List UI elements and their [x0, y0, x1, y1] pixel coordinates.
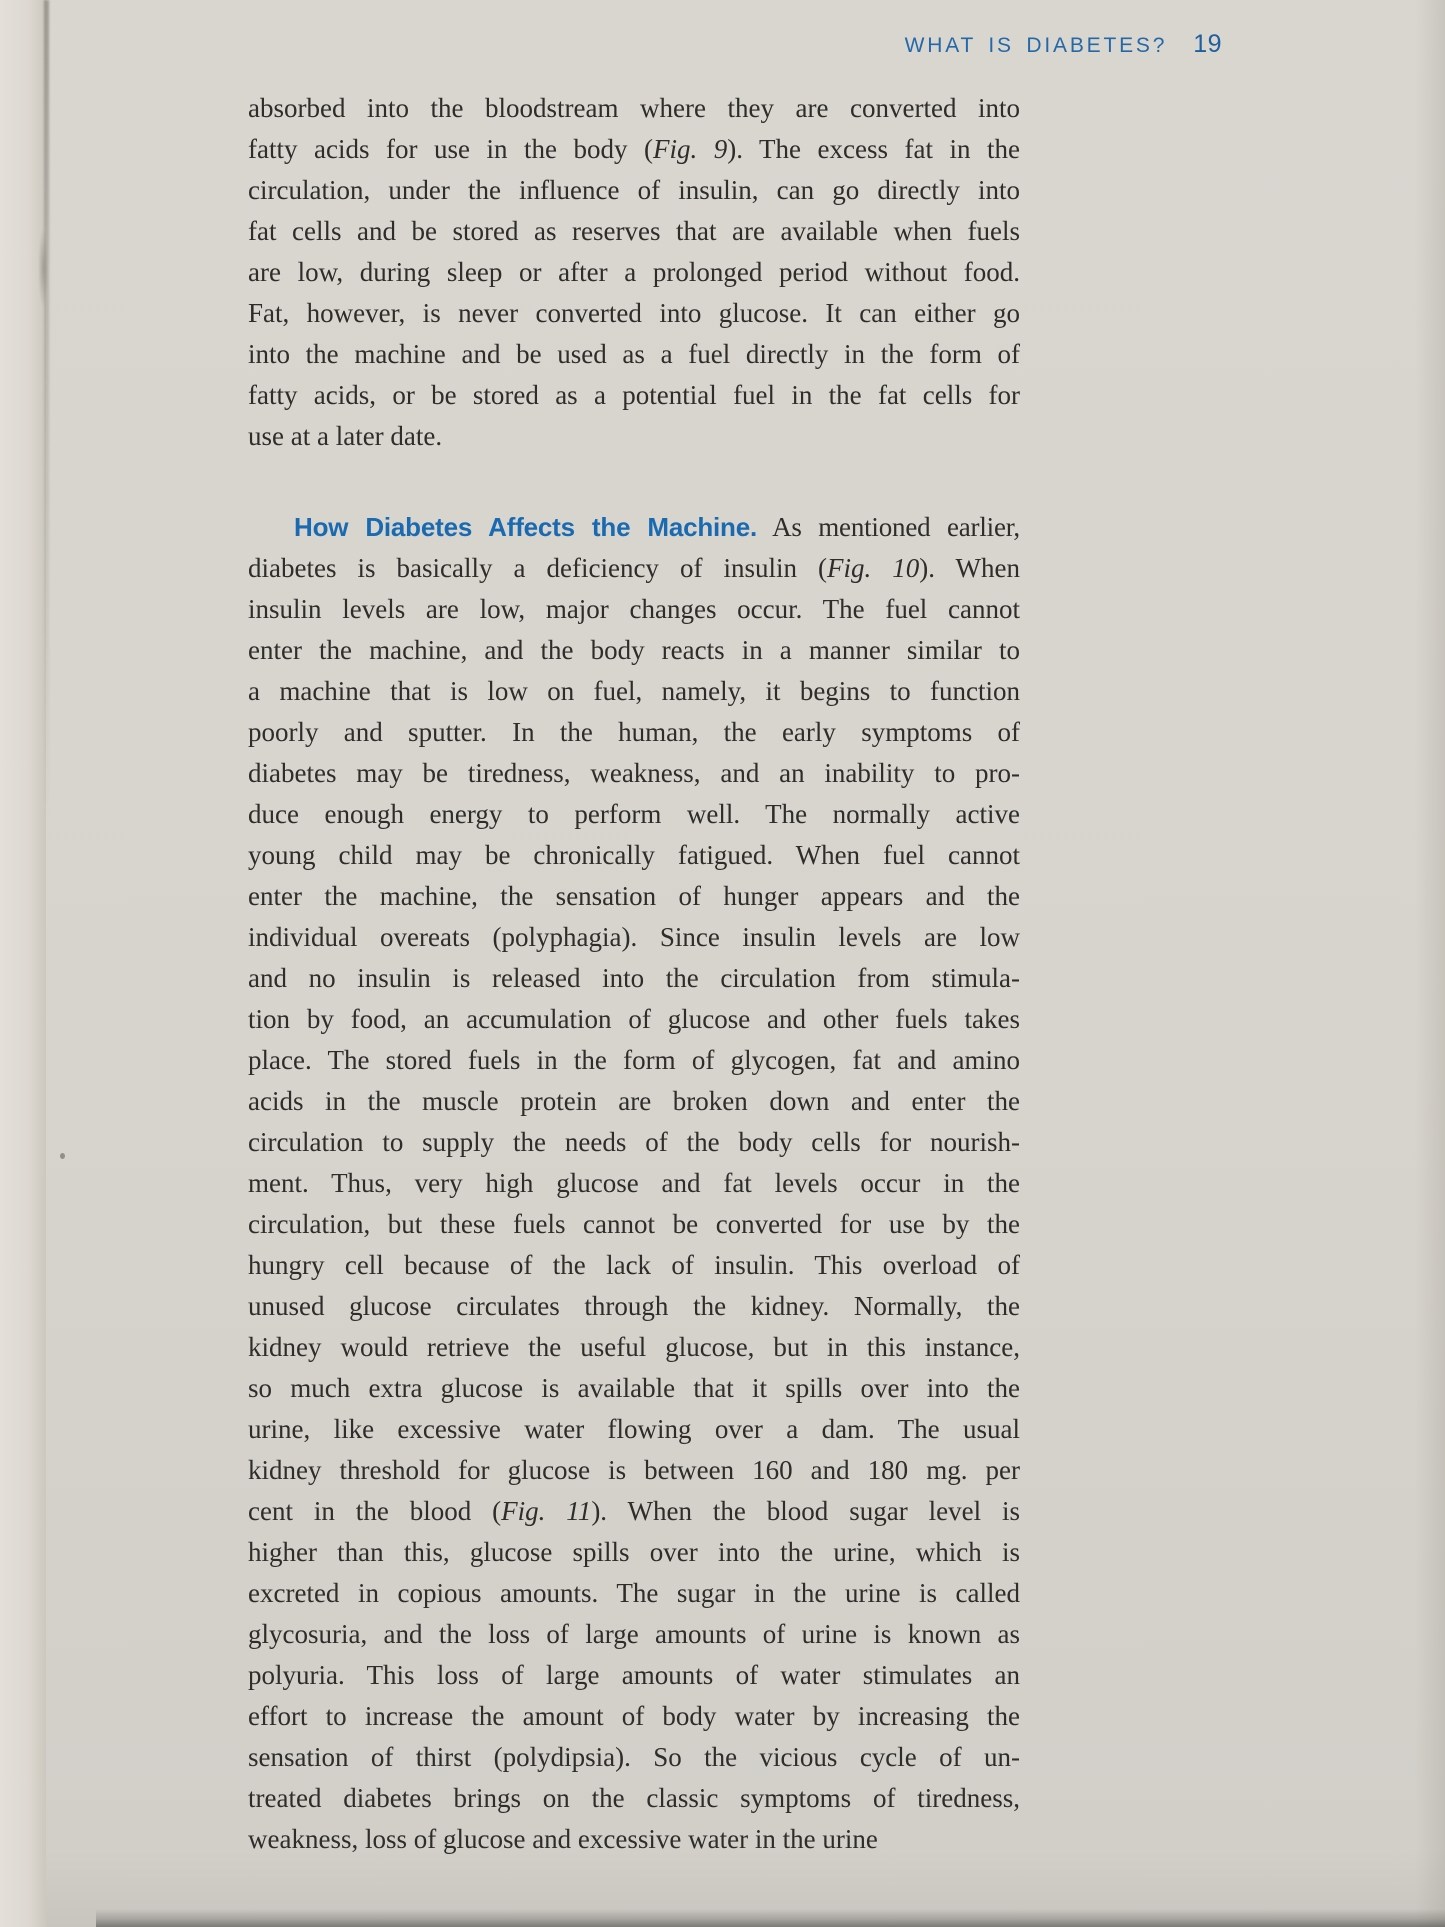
text-segment: duce enough energy to perform well. The normally active: [248, 799, 1020, 829]
text-line: [248, 416, 1020, 457]
text-segment: place. The stored fuels in the form of glycogen, fat and amino: [248, 1045, 1020, 1075]
text-line: [248, 671, 1020, 712]
text-segment: a machine that is low on fuel, namely, it begins to function: [248, 676, 1020, 706]
text-line: [248, 835, 1020, 876]
text-line: [248, 548, 1020, 589]
text-line: [248, 1122, 1020, 1163]
text-line: [248, 1245, 1020, 1286]
text-line: [248, 129, 1020, 170]
text-line: [248, 1614, 1020, 1655]
paper-speck: [60, 1153, 65, 1159]
text-segment: enter the machine, and the body reacts in a manner similar to: [248, 635, 1020, 665]
text-segment: cent in the blood (: [248, 1496, 502, 1526]
paragraph: [248, 507, 1020, 1860]
text-line: [248, 507, 1020, 548]
text-segment: ). When: [919, 553, 1020, 583]
text-segment: tion by food, an accumulation of glucose and other fuels takes: [248, 1004, 1020, 1034]
text-segment: urine, like excessive water flowing over a dam. The usual: [248, 1414, 1020, 1444]
text-segment: enter the machine, the sensation of hunger appears and the: [248, 881, 1020, 911]
text-line: [248, 1532, 1020, 1573]
text-line: [248, 88, 1020, 129]
text-segment: diabetes may be tiredness, weakness, and an inability to pro-: [248, 758, 1020, 788]
text-segment: glycosuria, and the loss of large amounts of urine is known as: [248, 1619, 1020, 1649]
text-line: [248, 712, 1020, 753]
text-line: [248, 630, 1020, 671]
text-segment: As mentioned earlier,: [757, 512, 1020, 542]
text-line: [248, 334, 1020, 375]
text-line: [248, 1409, 1020, 1450]
text-line: [248, 1081, 1020, 1122]
text-line: [248, 1204, 1020, 1245]
text-line: [248, 1163, 1020, 1204]
text-segment: young child may be chronically fatigued. When fuel cannot: [248, 840, 1020, 870]
page-crease-notch: [38, 228, 48, 308]
text-line: [248, 753, 1020, 794]
text-line: [248, 1737, 1020, 1778]
text-segment: hungry cell because of the lack of insulin. This overload of: [248, 1250, 1020, 1280]
text-segment: Fat, however, is never converted into glucose. It can either go: [248, 298, 1020, 328]
text-segment: ). When the blood sugar level is: [591, 1496, 1021, 1526]
page-number: 19: [1193, 30, 1222, 58]
running-header-title: WHAT IS DIABETES?: [904, 34, 1168, 57]
text-segment: fatty acids, or be stored as a potential fuel in the fat cells for: [248, 380, 1020, 410]
text-line: [248, 917, 1020, 958]
text-line: [248, 375, 1020, 416]
text-segment: treated diabetes brings on the classic symptoms of tiredness,: [248, 1783, 1020, 1813]
text-line: [248, 1040, 1020, 1081]
page-bottom-edge: [96, 1909, 1445, 1927]
text-line: [248, 211, 1020, 252]
text-line: [248, 1573, 1020, 1614]
text-segment: circulation, but these fuels cannot be converted for use by the: [248, 1209, 1020, 1239]
figure-reference: Fig. 9: [653, 134, 728, 164]
text-line: [248, 1696, 1020, 1737]
text-segment: individual overeats (polyphagia). Since insulin levels are low: [248, 922, 1020, 952]
text-line: [248, 999, 1020, 1040]
text-segment: unused glucose circulates through the kidney. Normally, the: [248, 1291, 1020, 1321]
text-segment: and no insulin is released into the circulation from stimula-: [248, 963, 1020, 993]
paragraph: [248, 88, 1020, 457]
text-segment: weakness, loss of glucose and excessive water in the urine: [248, 1824, 878, 1854]
text-segment: effort to increase the amount of body water by increasing the: [248, 1701, 1020, 1731]
text-line: [248, 1450, 1020, 1491]
text-line: [248, 1655, 1020, 1696]
figure-reference: Fig. 11: [501, 1496, 592, 1526]
text-segment: fatty acids for use in the body (: [248, 134, 653, 164]
page-right-shade: [1415, 0, 1445, 1927]
text-line: [248, 876, 1020, 917]
text-segment: sensation of thirst (polydipsia). So the vicious cycle of un-: [248, 1742, 1020, 1772]
text-segment: use at a later date.: [248, 421, 443, 451]
text-segment: into the machine and be used as a fuel directly in the form of: [248, 339, 1020, 369]
text-line: [248, 589, 1020, 630]
text-segment: ment. Thus, very high glucose and fat levels occur in the: [248, 1168, 1020, 1198]
figure-reference: Fig. 10: [826, 553, 920, 583]
text-segment: kidney would retrieve the useful glucose, but in this instance,: [248, 1332, 1020, 1362]
running-header: [905, 30, 1222, 59]
text-line: [248, 1491, 1020, 1532]
text-line: [248, 1368, 1020, 1409]
text-segment: fat cells and be stored as reserves that are available when fuels: [248, 216, 1020, 246]
text-column: [248, 88, 1020, 1860]
text-segment: diabetes is basically a deficiency of insulin (: [248, 553, 827, 583]
text-segment: excreted in copious amounts. The sugar in the urine is called: [248, 1578, 1020, 1608]
text-segment: circulation, under the influence of insulin, can go directly into: [248, 175, 1020, 205]
text-segment: so much extra glucose is available that it spills over into the: [248, 1373, 1020, 1403]
page-crease: [44, 0, 49, 820]
text-segment: circulation to supply the needs of the body cells for nourish-: [248, 1127, 1020, 1157]
text-segment: poorly and sputter. In the human, the early symptoms of: [248, 717, 1020, 747]
text-line: [248, 1819, 1020, 1860]
text-line: [248, 1778, 1020, 1819]
text-segment: kidney threshold for glucose is between 160 and 180 mg. per: [248, 1455, 1020, 1485]
text-line: [248, 794, 1020, 835]
text-line: [248, 1327, 1020, 1368]
text-segment: absorbed into the bloodstream where they are converted into: [248, 93, 1020, 123]
text-line: [248, 170, 1020, 211]
text-segment: are low, during sleep or after a prolonged period without food.: [248, 257, 1020, 287]
section-heading: How Diabetes Affects the Machine.: [294, 512, 758, 542]
text-segment: acids in the muscle protein are broken down and enter the: [248, 1086, 1020, 1116]
text-line: [248, 252, 1020, 293]
text-line: [248, 293, 1020, 334]
text-line: [248, 958, 1020, 999]
text-segment: polyuria. This loss of large amounts of water stimulates an: [248, 1660, 1020, 1690]
text-segment: ). The excess fat in the: [727, 134, 1020, 164]
text-segment: insulin levels are low, major changes occur. The fuel cannot: [248, 594, 1020, 624]
text-line: [248, 1286, 1020, 1327]
text-segment: higher than this, glucose spills over into the urine, which is: [248, 1537, 1020, 1567]
